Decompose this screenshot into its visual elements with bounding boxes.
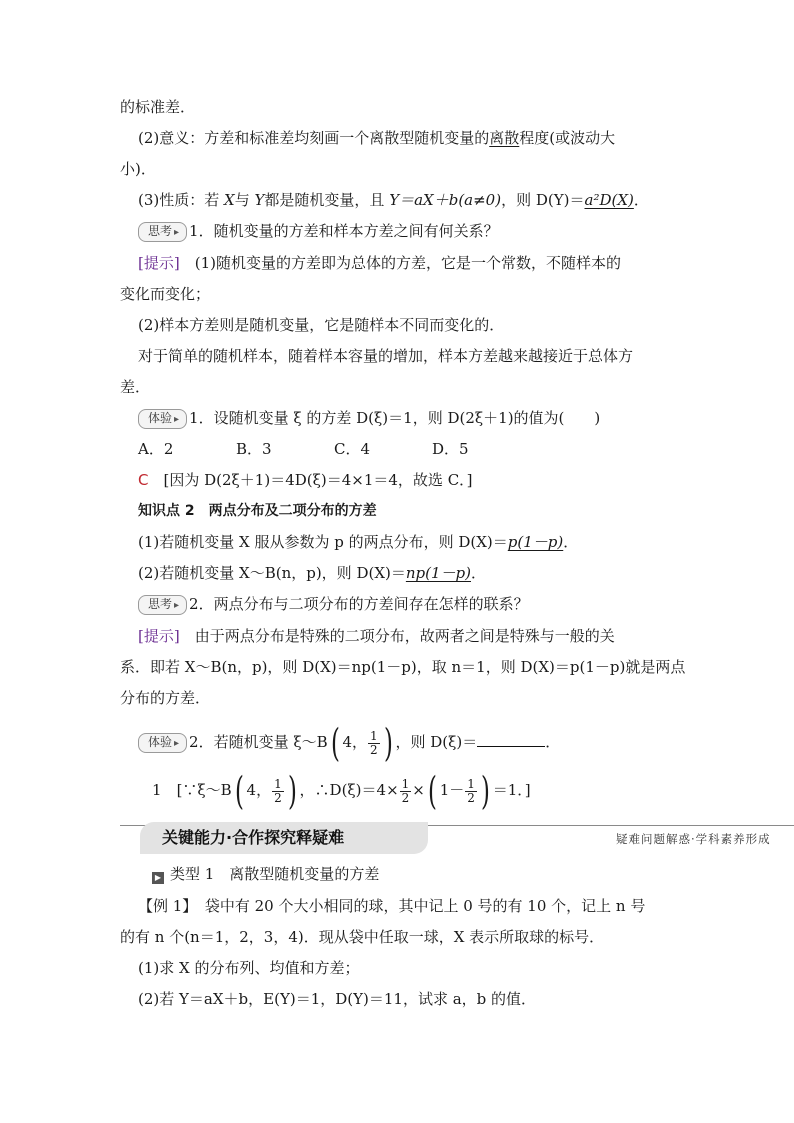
exercise-block xyxy=(138,407,600,430)
answer-line xyxy=(152,769,531,813)
section-heading: 知识点 2 两点分布及二项分布的方差 xyxy=(138,503,377,519)
math-expr: 4， xyxy=(246,781,272,799)
text-line xyxy=(138,562,486,584)
think-block xyxy=(138,220,499,243)
underlined-answer: np(1－p) xyxy=(405,564,471,582)
numerator: 1 xyxy=(274,776,282,791)
text-line: 系．即若 X～B(n，p)，则 D(X)＝np(1－p)，取 n＝1，则 D(X)＝p(1－p)就是两点 xyxy=(120,658,686,676)
text-span: ． xyxy=(471,564,487,582)
fraction xyxy=(368,730,380,757)
think-tag: 思考 ▸ xyxy=(138,595,187,615)
hint-line xyxy=(138,252,621,274)
option-c: C．4 xyxy=(334,440,371,458)
type-title: 类型 1 离散型随机变量的方差 xyxy=(170,865,380,883)
section-banner: 关键能力·合作探究释疑难 xyxy=(140,822,428,854)
underlined-answer: p(1－p) xyxy=(507,533,564,551)
text-span: (2)意义：方差和标准差均刻画一个离散型随机变量的 xyxy=(138,129,490,147)
text-span: ，则 xyxy=(501,191,536,209)
fraction xyxy=(465,778,477,805)
paren-right: ) xyxy=(287,769,297,813)
option-a: A．2 xyxy=(138,440,174,458)
text-span: ． xyxy=(545,733,561,751)
option-d: D．5 xyxy=(432,440,469,458)
denominator: 2 xyxy=(401,790,410,805)
math-expr: × xyxy=(412,781,425,799)
math-expr: D(Y)＝ xyxy=(535,191,585,209)
text-span: ． xyxy=(633,191,649,209)
denominator: 2 xyxy=(370,742,378,757)
text-span: (3)性质：若 xyxy=(138,191,225,209)
math-var: X xyxy=(224,191,235,209)
text-line: 分布的方差． xyxy=(120,689,211,707)
answer-text: [因为 D(2ξ＋1)＝4D(ξ)＝4×1＝4，故选 C．] xyxy=(163,471,473,489)
question-text: 2．两点分布与二项分布的方差间存在怎样的联系？ xyxy=(189,595,529,613)
answer-number: 1 xyxy=(152,781,162,799)
example-text: 袋中有 20 个大小相同的球，其中记上 0 号的有 10 个，记上 n 号 xyxy=(204,897,646,915)
paren-right: ) xyxy=(383,721,393,765)
exercise-text: ，则 D(ξ)＝ xyxy=(395,733,478,751)
hint-label: [提示] xyxy=(138,627,180,645)
answer-text: ，∴D(ξ)＝4× xyxy=(299,781,399,799)
paren-right: ) xyxy=(480,769,490,813)
text-span: 都是随机变量，且 xyxy=(264,191,390,209)
text-span: ． xyxy=(563,533,579,551)
think-block xyxy=(138,593,529,616)
text-line: 的有 n 个(n＝1，2，3，4)．现从袋中任取一球，X 表示所取球的标号． xyxy=(120,928,605,946)
text-line: 变化而变化； xyxy=(120,285,211,303)
text-line: 差． xyxy=(120,378,151,396)
exercise-block xyxy=(138,721,561,765)
question-text: 1．随机变量的方差和样本方差之间有何关系？ xyxy=(189,222,499,240)
type-heading xyxy=(152,863,379,885)
answer-blank xyxy=(477,732,545,747)
denominator: 2 xyxy=(467,790,475,805)
paren-left: ( xyxy=(330,721,340,765)
answer-text: ＝1．] xyxy=(492,781,531,799)
think-tag: 思考 ▸ xyxy=(138,222,187,242)
paren-left: ( xyxy=(234,769,244,813)
math-expr: 1－ xyxy=(439,781,465,799)
text-line xyxy=(138,189,649,211)
option-b: B．3 xyxy=(236,440,272,458)
text-line: (2)样本方差则是随机变量，它是随样本不同而变化的． xyxy=(138,316,505,334)
options-row xyxy=(138,438,469,460)
text-line: 的标准差． xyxy=(120,98,196,116)
experience-tag: 体验 ▸ xyxy=(138,733,187,753)
exercise-text: 1．设随机变量 ξ 的方差 D(ξ)＝1，则 D(2ξ＋1)的值为( ) xyxy=(189,409,601,427)
underlined-answer: 离散 xyxy=(489,129,520,147)
play-triangle-icon: ▶ xyxy=(152,872,164,884)
experience-tag: 体验 ▸ xyxy=(138,409,187,429)
answer-letter: C xyxy=(138,471,149,489)
math-var: Y xyxy=(254,191,265,209)
hint-label: [提示] xyxy=(138,254,180,272)
text-line xyxy=(138,127,615,149)
text-line: (2)若 Y＝aX＋b，E(Y)＝1，D(Y)＝11，试求 a，b 的值． xyxy=(138,990,537,1008)
answer-line xyxy=(138,469,473,491)
answer-text: [∵ξ～B xyxy=(176,781,232,799)
hint-text: (1)随机变量的方差即为总体的方差，它是一个常数，不随样本的 xyxy=(194,254,621,272)
fraction xyxy=(272,778,284,805)
exercise-text: 2．若随机变量 ξ～B xyxy=(189,733,328,751)
example-line xyxy=(138,895,645,917)
math-expr: 4， xyxy=(342,733,368,751)
numerator: 1 xyxy=(467,776,475,791)
denominator: 2 xyxy=(274,790,282,805)
text-line: 小)． xyxy=(120,160,156,178)
banner-subtitle: 疑难问题解惑·学科素养形成 xyxy=(616,832,771,846)
text-line: (1)求 X 的分布列、均值和方差； xyxy=(138,959,360,977)
hint-text: 由于两点分布是特殊的二项分布，故两者之间是特殊与一般的关 xyxy=(194,627,615,645)
math-expr: Y＝aX＋b(a≠0) xyxy=(389,191,502,209)
text-line: 对于简单的随机样本，随着样本容量的增加，样本方差越来越接近于总体方 xyxy=(138,347,634,365)
text-span: (1)若随机变量 X 服从参数为 p 的两点分布，则 D(X)＝ xyxy=(138,533,508,551)
text-span: 程度(或波动大 xyxy=(519,129,616,147)
example-label: 【例 1】 xyxy=(138,897,190,915)
fraction xyxy=(400,778,412,805)
text-span: (2)若随机变量 X～B(n，p)，则 D(X)＝ xyxy=(138,564,406,582)
numerator: 1 xyxy=(370,728,378,743)
numerator: 1 xyxy=(401,776,410,791)
paren-left: ( xyxy=(427,769,437,813)
underlined-answer: a²D(X) xyxy=(584,191,634,209)
hint-line xyxy=(138,625,615,647)
text-line xyxy=(138,531,578,553)
text-span: 与 xyxy=(234,191,255,209)
